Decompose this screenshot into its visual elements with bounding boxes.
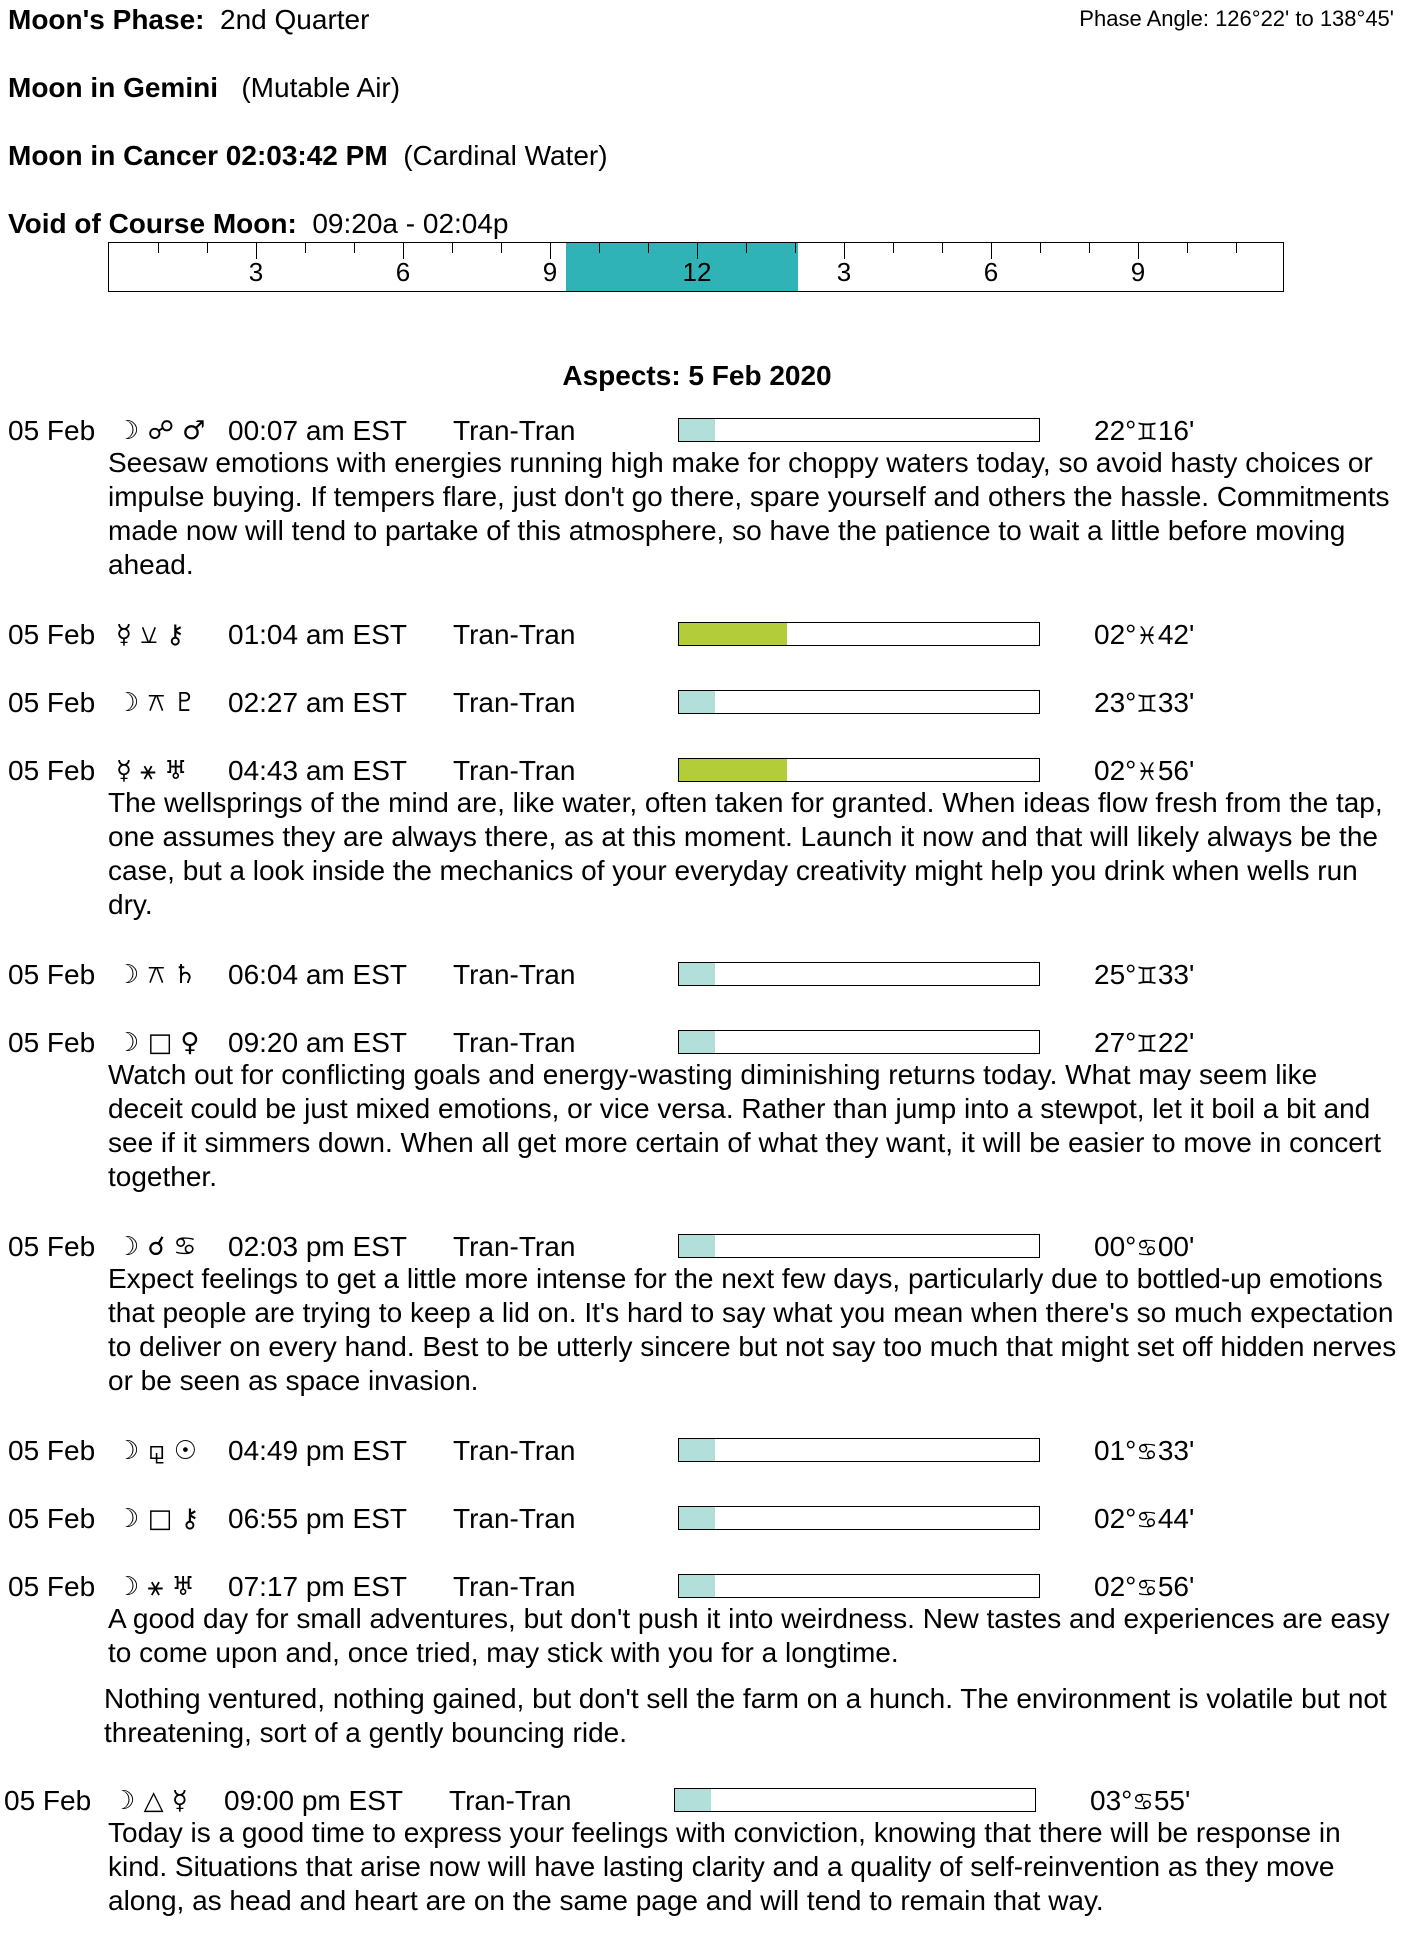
aspect-degree-minutes: 22': [1157, 1027, 1195, 1058]
aspect-degree-value: 02°: [1094, 755, 1137, 786]
timeline-hour-label: 12: [682, 257, 712, 287]
zodiac-sign-icon: ♊: [1136, 962, 1158, 990]
aspect-degree-minutes: 16': [1157, 415, 1195, 446]
aspect-glyphs: ☽ ⚼ ☉: [116, 1436, 198, 1466]
moon-sign-line-1: [8, 72, 400, 104]
aspect-date: 05 Feb: [4, 1785, 92, 1816]
timeline-hour-label: 6: [395, 257, 411, 287]
timeline-tick: [1236, 243, 1237, 253]
aspect-glyphs: ☽ □ ♀: [116, 1028, 200, 1058]
aspect-description: Seesaw emotions with energies running high make for choppy waters today, so avoid hasty choices or impulse buying. If tempers flare, just don't go there, spare yourself and others the hassle. Commitments made now will tend to partake of this atmosphere, so have the patience to wait a little before moving ahead.: [108, 447, 1390, 580]
timeline-tick: [648, 243, 649, 253]
aspect-time: 07:17 pm EST: [228, 1571, 407, 1602]
aspect-time: 02:27 am EST: [228, 687, 407, 718]
aspect-date: 05 Feb: [8, 1027, 96, 1058]
zodiac-sign-icon: ♊: [1136, 418, 1158, 446]
aspect-strength-bar: [678, 1574, 1040, 1598]
moon-sign-line-2: [8, 140, 608, 172]
voc-label: Void of Course Moon:: [8, 208, 297, 239]
aspect-glyphs: ☽ ☌ ♋: [116, 1232, 197, 1262]
aspect-degree-minutes: 33': [1157, 959, 1195, 990]
aspect-strength-fill: [679, 1235, 715, 1257]
aspect-description: The wellsprings of the mind are, like water, often taken for granted. When ideas flow fresh from the tap, one assumes they are always there, as at this moment. Launch it now and that will likely always be the case, but a look inside the mechanics of your everyday creativity might help you drink when wells run dry.: [108, 787, 1383, 920]
aspect-strength-fill: [679, 1507, 715, 1529]
aspect-degree-minutes: 56': [1157, 755, 1195, 786]
timeline-tick: [746, 243, 747, 253]
aspect-transit-type: Tran-Tran: [453, 755, 576, 786]
aspect-transit-type: Tran-Tran: [453, 1571, 576, 1602]
phase-angle: Phase Angle: 126°22' to 138°45': [1079, 6, 1394, 31]
aspect-date: 05 Feb: [8, 687, 96, 718]
aspect-description: Today is a good time to express your feelings with conviction, knowing that there will be response in kind. Situations that arise now will have lasting clarity and a quality of self-reinvention as they move along, as head and heart are on the same page and will tend to remain that way.: [108, 1817, 1341, 1916]
aspect-degree-value: 02°: [1094, 619, 1137, 650]
aspect-degree: [1094, 1434, 1194, 1469]
aspect-strength-fill: [679, 963, 715, 985]
timeline-tick: [1040, 243, 1041, 253]
aspect-strength-bar: [678, 622, 1040, 646]
aspect-degree-value: 02°: [1094, 1571, 1137, 1602]
moon-phase-value: 2nd Quarter: [220, 4, 370, 35]
aspect-degree-value: 02°: [1094, 1503, 1137, 1534]
aspect-transit-type: Tran-Tran: [453, 1027, 576, 1058]
void-of-course-line: [8, 208, 509, 240]
timeline-tick: [893, 243, 894, 253]
zodiac-sign-icon: ♋: [1136, 1234, 1158, 1262]
aspect-date: 05 Feb: [8, 1435, 96, 1466]
aspect-degree-minutes: 56': [1157, 1571, 1195, 1602]
moon-sign-1-label: Moon in Gemini: [8, 72, 218, 103]
aspect-strength-bar: [678, 418, 1040, 442]
aspect-date: 05 Feb: [8, 1571, 96, 1602]
aspect-time: 09:00 pm EST: [224, 1785, 403, 1816]
aspect-strength-bar: [674, 1788, 1036, 1812]
aspect-transit-type: Tran-Tran: [449, 1785, 572, 1816]
aspect-degree-minutes: 42': [1157, 619, 1195, 650]
aspect-time: 09:20 am EST: [228, 1027, 407, 1058]
timeline-tick: [158, 243, 159, 253]
aspect-degree-value: 03°: [1090, 1785, 1133, 1816]
aspect-strength-fill: [679, 691, 715, 713]
voc-value: 09:20a - 02:04p: [312, 208, 509, 239]
aspect-time: 06:04 am EST: [228, 959, 407, 990]
aspect-strength-fill: [675, 1789, 711, 1811]
aspect-date: 05 Feb: [8, 755, 96, 786]
timeline-tick: [207, 243, 208, 253]
zodiac-sign-icon: ♋: [1136, 1506, 1158, 1534]
aspect-degree: [1094, 1502, 1194, 1537]
timeline-tick: [942, 243, 943, 253]
aspect-glyphs: ☽ ⚹ ♅: [116, 1572, 195, 1602]
timeline-hour-label: 9: [542, 257, 558, 287]
zodiac-sign-icon: ♓: [1136, 758, 1158, 786]
aspect-time: 00:07 am EST: [228, 415, 407, 446]
aspect-date: 05 Feb: [8, 1231, 96, 1262]
aspect-transit-type: Tran-Tran: [453, 1435, 576, 1466]
aspect-degree: [1094, 618, 1194, 653]
aspect-strength-bar: [678, 1506, 1040, 1530]
aspect-degree-value: 27°: [1094, 1027, 1137, 1058]
moon-sign-1-value: (Mutable Air): [241, 72, 401, 103]
zodiac-sign-icon: ♋: [1136, 1438, 1158, 1466]
aspect-strength-fill: [679, 623, 787, 645]
aspect-date: 05 Feb: [8, 619, 96, 650]
aspect-glyphs: ☿ ⚹ ♅: [116, 756, 188, 786]
timeline-tick: [354, 243, 355, 253]
aspect-description: Watch out for conflicting goals and energy-wasting diminishing returns today. What may seem like deceit could be just mixed emotions, or vice versa. Rather than jump into a stewpot, let it boil a bit and see if it simmers down. When all get more certain of what they want, it will be easier to move in concert together.: [108, 1059, 1381, 1192]
aspect-degree-minutes: 44': [1157, 1503, 1195, 1534]
aspect-time: 01:04 am EST: [228, 619, 407, 650]
void-of-course-timeline: [108, 242, 1284, 292]
aspect-degree: [1094, 414, 1194, 449]
aspect-degree: [1094, 1230, 1194, 1265]
aspect-degree-minutes: 55': [1153, 1785, 1191, 1816]
aspect-transit-type: Tran-Tran: [453, 415, 576, 446]
aspect-strength-bar: [678, 1438, 1040, 1462]
aspect-strength-fill: [679, 1575, 715, 1597]
aspect-glyphs: ☿ ⚺ ⚷: [116, 620, 185, 650]
aspect-glyphs: ☽ ☍ ♂: [116, 416, 206, 446]
timeline-tick: [599, 243, 600, 253]
aspect-degree-value: 23°: [1094, 687, 1137, 718]
aspect-strength-fill: [679, 759, 787, 781]
aspect-strength-fill: [679, 419, 715, 441]
aspect-strength-bar: [678, 690, 1040, 714]
moon-sign-2-value: (Cardinal Water): [403, 140, 608, 171]
aspect-transit-type: Tran-Tran: [453, 687, 576, 718]
aspect-date: 05 Feb: [8, 415, 96, 446]
aspect-time: 04:43 am EST: [228, 755, 407, 786]
aspect-transit-type: Tran-Tran: [453, 959, 576, 990]
timeline-tick: [1187, 243, 1188, 253]
aspect-degree-value: 00°: [1094, 1231, 1137, 1262]
aspects-title: Aspects: 5 Feb 2020: [562, 360, 832, 391]
timeline-hour-label: 9: [1130, 257, 1146, 287]
aspect-degree: [1094, 686, 1194, 721]
aspect-strength-fill: [679, 1031, 715, 1053]
aspect-description: A good day for small adventures, but don't push it into weirdness. New tastes and experiences are easy to come upon and, once tried, may stick with you for a longtime.: [108, 1603, 1390, 1668]
aspect-strength-bar: [678, 1030, 1040, 1054]
aspect-transit-type: Tran-Tran: [453, 1231, 576, 1262]
aspect-description-extra: Nothing ventured, nothing gained, but don't sell the farm on a hunch. The environment is volatile but not threatening, sort of a gently bouncing ride.: [104, 1683, 1387, 1748]
aspect-glyphs: ☽ △ ☿: [112, 1786, 188, 1816]
aspect-degree: [1090, 1784, 1190, 1819]
aspect-time: 04:49 pm EST: [228, 1435, 407, 1466]
aspect-time: 02:03 pm EST: [228, 1231, 407, 1262]
aspect-time: 06:55 pm EST: [228, 1503, 407, 1534]
aspect-degree-value: 25°: [1094, 959, 1137, 990]
aspect-degree-minutes: 33': [1157, 687, 1195, 718]
aspect-glyphs: ☽ ⚻ ♇: [116, 688, 197, 718]
aspect-degree: [1094, 958, 1194, 993]
aspect-transit-type: Tran-Tran: [453, 1503, 576, 1534]
zodiac-sign-icon: ♋: [1136, 1574, 1158, 1602]
moon-sign-2-label: Moon in Cancer 02:03:42 PM: [8, 140, 388, 171]
aspect-date: 05 Feb: [8, 959, 96, 990]
timeline-tick: [452, 243, 453, 253]
timeline-hour-label: 6: [983, 257, 999, 287]
timeline-tick: [501, 243, 502, 253]
timeline-tick: [795, 243, 796, 253]
zodiac-sign-icon: ♊: [1136, 690, 1158, 718]
aspect-strength-fill: [679, 1439, 715, 1461]
moon-phase-line: [8, 4, 369, 36]
aspect-strength-bar: [678, 1234, 1040, 1258]
aspect-description: Expect feelings to get a little more intense for the next few days, particularly due to bottled-up emotions that people are trying to keep a lid on. It's hard to say what you mean when there's so much expectation to deliver on every hand. Best to be utterly sincere but not say too much that might set off hidden nerves or be seen as space invasion.: [108, 1263, 1397, 1396]
aspect-degree-value: 22°: [1094, 415, 1137, 446]
aspect-transit-type: Tran-Tran: [453, 619, 576, 650]
aspect-degree: [1094, 1570, 1194, 1605]
zodiac-sign-icon: ♋: [1132, 1788, 1154, 1816]
timeline-hour-label: 3: [836, 257, 852, 287]
timeline-tick: [305, 243, 306, 253]
aspect-degree: [1094, 754, 1194, 789]
zodiac-sign-icon: ♓: [1136, 622, 1158, 650]
aspect-degree-minutes: 00': [1157, 1231, 1195, 1262]
timeline-hour-label: 3: [248, 257, 264, 287]
aspect-glyphs: ☽ □ ⚷: [116, 1504, 200, 1534]
aspect-date: 05 Feb: [8, 1503, 96, 1534]
timeline-tick: [1089, 243, 1090, 253]
aspect-degree-minutes: 33': [1157, 1435, 1195, 1466]
aspect-strength-bar: [678, 758, 1040, 782]
aspect-glyphs: ☽ ⚻ ♄: [116, 960, 197, 990]
aspect-degree: [1094, 1026, 1194, 1061]
zodiac-sign-icon: ♊: [1136, 1030, 1158, 1058]
aspect-degree-value: 01°: [1094, 1435, 1137, 1466]
aspect-strength-bar: [678, 962, 1040, 986]
moon-phase-label: Moon's Phase:: [8, 4, 205, 35]
